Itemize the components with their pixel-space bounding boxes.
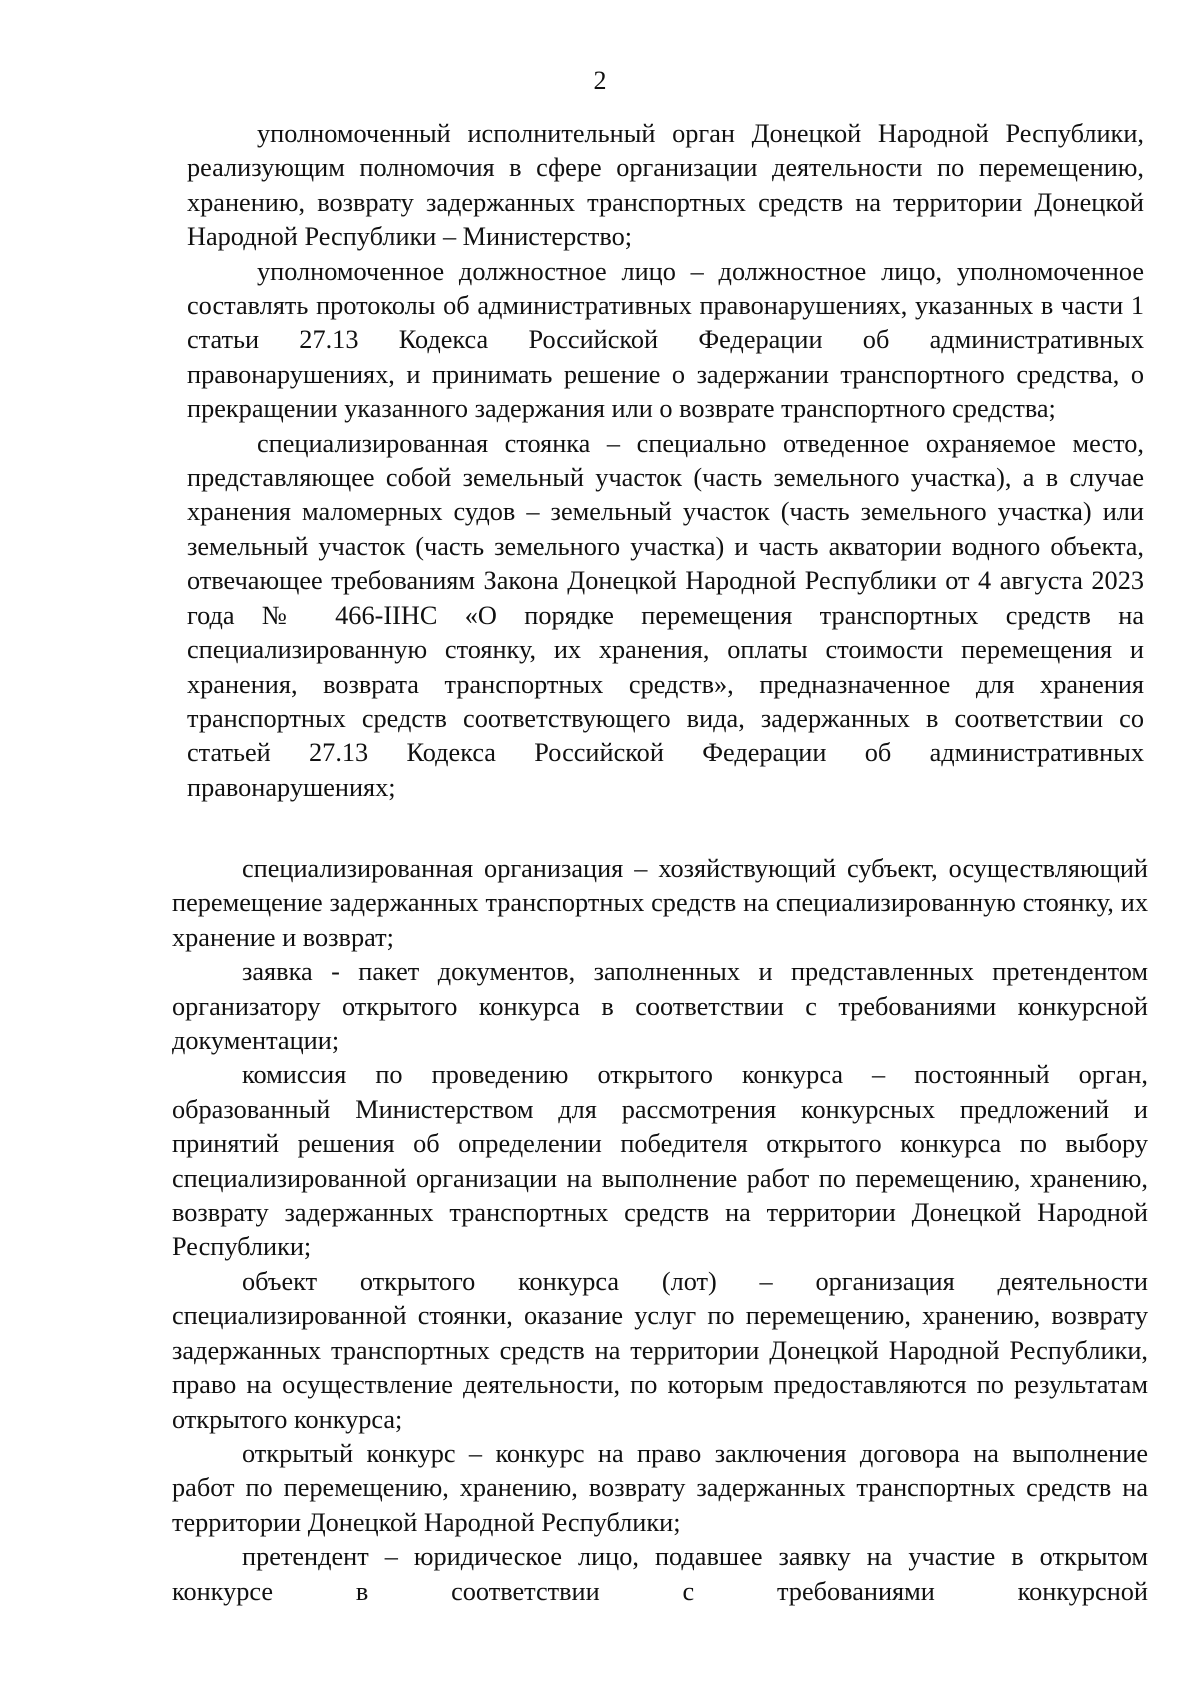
definition-contest-object: объект открытого конкурса (лот) – организация деятельности специализированной стоянки, оказание услуг по перемещению, хранению, возврату задержанных транспортных средств на территории Донецкой Народной Республики, право на осуществление деятельности, по которым предоставляются по результатам открытого конкурса; — [172, 1266, 1148, 1434]
definition-authorized-official: уполномоченное должностное лицо – должностное лицо, уполномоченное составлять протоколы об административных правонарушениях, указанных в части 1 статьи 27.13 Кодекса Российской Федерации об административных правонарушениях, и принимать решение о задержании транспортного средства, о прекращении указанного задержания или о возврате транспортного средства; — [187, 256, 1144, 424]
definitions-block-lower — [172, 852, 1148, 1609]
definition-specialized-organization: специализированная организация – хозяйствующий субъект, осуществляющий перемещение задержанных транспортных средств на специализированную стоянку, их хранение и возврат; — [172, 854, 1148, 952]
definition-commission: комиссия по проведению открытого конкурса – постоянный орган, образованный Министерством для рассмотрения конкурсных предложений и принятий решения об определении победителя открытого конкурса по выбору специализированной организации на выполнение работ по перемещению, хранению, возврату задержанных транспортных средств на территории Донецкой Народной Республики; — [172, 1060, 1148, 1262]
definition-applicant: претендент – юридическое лицо, подавшее заявку на участие в открытом конкурсе в соответствии с требованиями конкурсной — [172, 1542, 1148, 1606]
page-number: 2 — [593, 66, 607, 95]
definition-open-contest: открытый конкурс – конкурс на право заключения договора на выполнение работ по перемещению, хранению, возврату задержанных транспортных средств на территории Донецкой Народной Республики; — [172, 1438, 1148, 1537]
definitions-block-upper — [187, 117, 1144, 805]
definition-application: заявка - пакет документов, заполненных и представленных претендентом организатору открытого конкурса в соответствии с требованиями конкурсной документации; — [172, 957, 1148, 1056]
definition-specialized-parking: специализированная стоянка – специально отведенное охраняемое место, представляющее собой земельный участок (часть земельного участка), а в случае хранения маломерных судов – земельный участок (часть земельного участка) или земельный участок (часть земельного участка) и часть акватории водного объекта, отвечающее требованиям Закона Донецкой Народной Республики от 4 августа 2023 года № 466-IIНС «О порядке перемещения транспортных средств на специализированную стоянку, их хранения, оплаты стоимости перемещения и хранения, возврата транспортных средств», предназначенное для хранения транспортных средств соответствующего вида, задержанных в соответствии со статьей 27.13 Кодекса Российской Федерации об административных правонарушениях; — [187, 428, 1144, 802]
definition-authorized-body: уполномоченный исполнительный орган Донецкой Народной Республики, реализующим полномочия в сфере организации деятельности по перемещению, хранению, возврату задержанных транспортных средств на территории Донецкой Народной Республики – Министерство; — [187, 119, 1144, 252]
